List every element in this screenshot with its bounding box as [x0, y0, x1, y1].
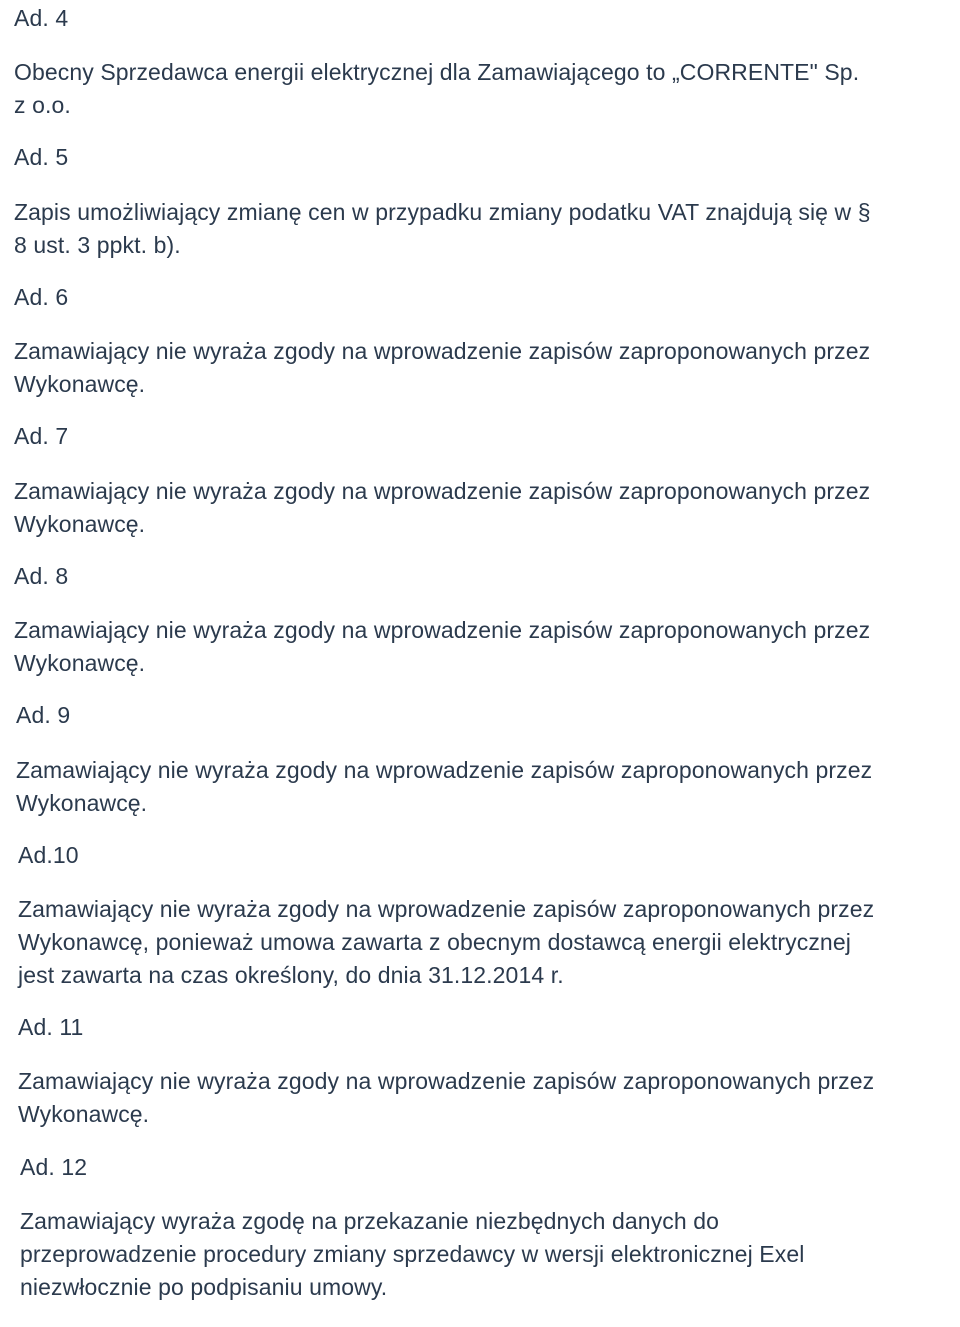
text-line: Wykonawcę.	[14, 371, 146, 397]
text-line: Obecny Sprzedawca energii elektrycznej dla Zamawiającego to „CORRENTE" Sp.	[14, 59, 860, 85]
text-line: Zamawiający nie wyraża zgody na wprowadzenie zapisów zaproponowanych przez	[18, 1068, 875, 1094]
text-line: Zamawiający nie wyraża zgody na wprowadzenie zapisów zaproponowanych przez	[14, 617, 871, 643]
section-text-ad9	[16, 754, 872, 820]
section-text-ad10	[18, 893, 874, 992]
section-heading-ad5: Ad. 5	[14, 144, 69, 170]
section-text-ad7	[14, 475, 870, 541]
text-line: Zamawiający wyraża zgodę na przekazanie niezbędnych danych do	[20, 1208, 720, 1234]
section-heading-ad6: Ad. 6	[14, 284, 69, 310]
text-line: Zamawiający nie wyraża zgody na wprowadzenie zapisów zaproponowanych przez	[16, 757, 873, 783]
text-line: Zapis umożliwiający zmianę cen w przypadku zmiany podatku VAT znajdują się w §	[14, 199, 871, 225]
section-text-ad12	[20, 1205, 804, 1304]
text-line: Wykonawcę.	[14, 511, 146, 537]
section-heading-ad4: Ad. 4	[14, 5, 69, 31]
section-text-ad6	[14, 335, 870, 401]
text-line: Wykonawcę.	[16, 790, 148, 816]
text-line: z o.o.	[14, 92, 71, 118]
text-line: 8 ust. 3 ppkt. b).	[14, 232, 181, 258]
text-line: Zamawiający nie wyraża zgody na wprowadzenie zapisów zaproponowanych przez	[14, 338, 871, 364]
text-line: Wykonawcę.	[14, 650, 146, 676]
section-heading-ad11: Ad. 11	[18, 1014, 84, 1040]
section-heading-ad10: Ad.10	[18, 842, 79, 868]
text-line: Wykonawcę, ponieważ umowa zawarta z obecnym dostawcą energii elektrycznej	[18, 929, 851, 955]
text-line: Wykonawcę.	[18, 1101, 150, 1127]
text-line: przeprowadzenie procedury zmiany sprzedawcy w wersji elektronicznej Exel	[20, 1241, 805, 1267]
text-line: niezwłocznie po podpisaniu umowy.	[20, 1274, 388, 1300]
text-line: Zamawiający nie wyraża zgody na wprowadzenie zapisów zaproponowanych przez	[14, 478, 871, 504]
text-line: jest zawarta na czas określony, do dnia 31.12.2014 r.	[18, 962, 564, 988]
section-text-ad4	[14, 56, 859, 122]
section-heading-ad9: Ad. 9	[16, 702, 71, 728]
section-heading-ad12: Ad. 12	[20, 1154, 88, 1180]
section-text-ad5	[14, 196, 871, 262]
section-text-ad8	[14, 614, 870, 680]
text-line: Zamawiający nie wyraża zgody na wprowadzenie zapisów zaproponowanych przez	[18, 896, 875, 922]
section-heading-ad8: Ad. 8	[14, 563, 69, 589]
section-heading-ad7: Ad. 7	[14, 423, 69, 449]
section-text-ad11	[18, 1065, 874, 1131]
